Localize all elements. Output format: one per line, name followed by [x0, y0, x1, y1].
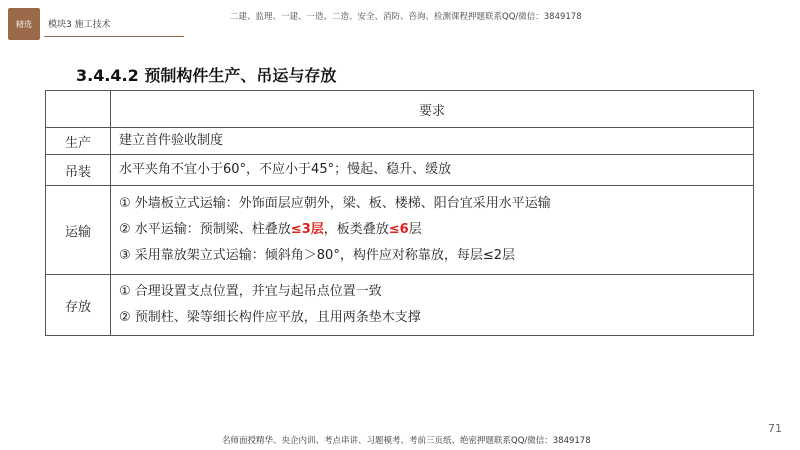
table-corner-cell	[46, 91, 111, 128]
table-row	[46, 186, 754, 275]
logo-text: 精选	[16, 19, 32, 29]
highlight-text: ≤6	[388, 222, 409, 237]
section-title: 3.4.4.2 预制构件生产、吊运与存放	[76, 66, 337, 85]
row-line: 水平夹角不宜小于60°，不应小于45°；慢起、稳升、缓放	[119, 162, 452, 177]
row-line: ① 合理设置支点位置，并宜与起吊点位置一致	[119, 284, 382, 299]
row-content	[111, 186, 754, 275]
requirements-table	[45, 90, 754, 336]
row-line: 建立首件验收制度	[119, 133, 224, 148]
page-number: 71	[768, 422, 782, 435]
row-line: ① 外墙板立式运输：外饰面层应朝外，梁、板、楼梯、阳台宜采用水平运输	[119, 196, 551, 211]
row-line: ② 预制柱、梁等细长构件应平放，且用两条垫木支撑	[119, 310, 421, 325]
logo	[8, 8, 40, 40]
row-name: 运输	[46, 186, 111, 275]
header-divider	[44, 36, 184, 37]
highlight-text: ≤3层	[290, 222, 324, 237]
table-row	[46, 275, 754, 336]
row-line	[119, 217, 745, 243]
row-name: 生产	[46, 128, 111, 155]
row-content	[111, 155, 754, 186]
top-banner: 二建、监理、一建、一造、二造、安全、消防、咨询、检测课程押题联系QQ/微信：3849178	[230, 12, 582, 22]
row-content	[111, 275, 754, 336]
row-name: 存放	[46, 275, 111, 336]
table-row	[46, 128, 754, 155]
table-row	[46, 155, 754, 186]
module-label: 模块3 施工技术	[48, 20, 111, 30]
line-text: ② 水平运输：预制梁、柱叠放	[119, 222, 291, 237]
line-text: 层	[408, 222, 422, 237]
line-text: ，板类叠放	[323, 222, 389, 237]
row-line: ③ 采用靠放架立式运输：倾斜角＞80°，构件应对称靠放，每层≤2层	[119, 248, 515, 263]
footer-banner: 名师面授精华、央企内训、考点串讲、习题模考、考前三页纸、绝密押题联系QQ/微信：3849178	[222, 436, 591, 446]
table-header-cell: 要求	[111, 91, 754, 128]
table-header-row	[46, 91, 754, 128]
row-content	[111, 128, 754, 155]
row-name: 吊装	[46, 155, 111, 186]
